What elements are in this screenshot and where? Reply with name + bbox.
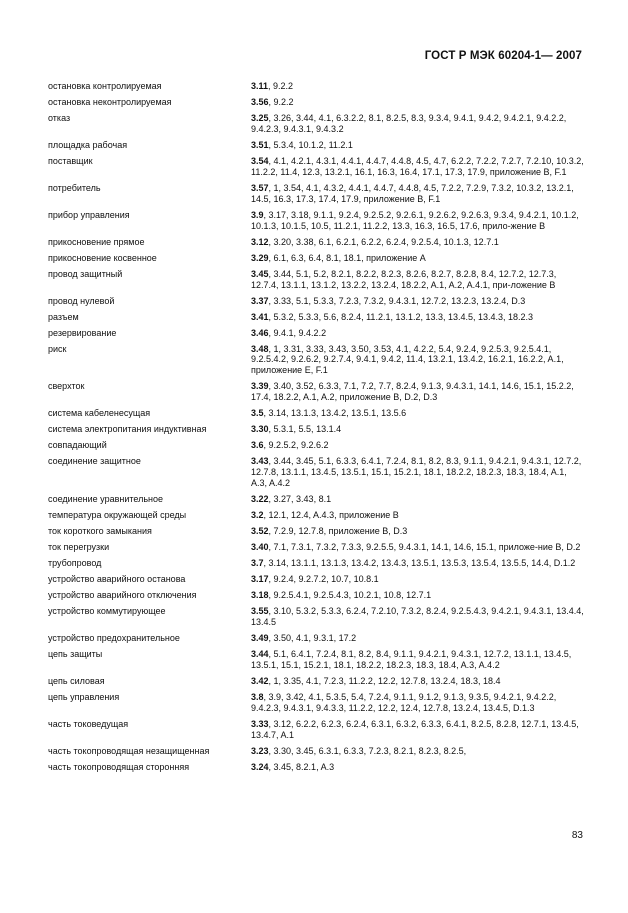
secondary-refs: , 3.45, 8.2.1, A.3 xyxy=(268,761,335,772)
index-references xyxy=(251,542,584,553)
secondary-refs: , 9.2.2 xyxy=(268,97,294,107)
index-term: провод нулевой xyxy=(48,295,115,306)
index-entry xyxy=(48,237,584,248)
index-entry xyxy=(48,746,584,757)
secondary-refs: , 9.2.5.2, 9.2.6.2 xyxy=(263,440,329,451)
secondary-refs: , 5.3.2, 5.3.3, 5.6, 8.2.4, 11.2.1, 13.1.2, 13.3, 13.4.5, 13.4.3, 18.2.3 xyxy=(268,311,534,322)
index-references xyxy=(251,510,584,521)
index-term: ток короткого замыкания xyxy=(48,526,152,537)
secondary-refs: , 3.33, 5.1, 5.3.3, 7.2.3, 7.3.2, 9.4.3.1, 12.7.2, 13.2.3, 13.2.4, D.3 xyxy=(268,295,526,306)
secondary-refs: , 9.2.5.4.1, 9.2.5.4.3, 10.2.1, 10.8, 12.7.1 xyxy=(268,590,432,601)
index-term: устройство коммутирующее xyxy=(48,606,166,617)
secondary-refs: , 9.4.1, 9.4.2.2 xyxy=(268,327,327,338)
index-entry xyxy=(48,590,584,601)
primary-definition-ref: 3.41 xyxy=(251,311,269,322)
index-entry xyxy=(48,719,584,741)
secondary-refs: , 3.20, 3.38, 6.1, 6.2.1, 6.2.2, 6.2.4, 9.2.5.4, 10.1.3, 12.7.1 xyxy=(268,236,499,247)
index-term: резервирование xyxy=(48,327,117,338)
index-references xyxy=(251,649,584,671)
index-entry xyxy=(48,574,584,585)
index-term: ток перегрузки xyxy=(48,542,110,553)
secondary-refs: , 3.9, 3.42, 4.1, 5.3.5, 5.4, 7.2.4, 9.1.1, 9.1.2, 9.1.3, 9.3.5, 9.4.2.1, 9.4.2.2, 9.4.2.3, 9.4.3.1, 9.4.3.3, 11.2.2, 12.2, 12.4, 12.7.8, 13.2.4, 13.4.5, D.1.3 xyxy=(251,691,557,713)
index-term: часть токоведущая xyxy=(48,718,129,729)
secondary-refs: , 6.1, 6.3, 6.4, 8.1, 18.1, приложение А xyxy=(268,252,426,263)
index-term: цепь защиты xyxy=(48,648,103,659)
primary-definition-ref: 3.9 xyxy=(251,209,264,220)
index-references xyxy=(251,692,584,714)
index-references xyxy=(251,81,584,92)
index-entry xyxy=(48,269,584,291)
index-term: система кабеленесущая xyxy=(48,408,151,419)
primary-definition-ref: 3.42 xyxy=(251,675,269,686)
primary-definition-ref: 3.37 xyxy=(251,295,269,306)
secondary-refs: , 3.27, 3.43, 8.1 xyxy=(268,494,332,505)
index-references xyxy=(251,183,584,205)
primary-definition-ref: 3.55 xyxy=(251,606,269,617)
primary-definition-ref: 3.39 xyxy=(251,381,269,392)
index-term: устройство аварийного останова xyxy=(48,574,186,585)
primary-definition-ref: 3.2 xyxy=(251,510,264,521)
index-references xyxy=(251,676,584,687)
primary-definition-ref: 3.29 xyxy=(251,252,269,263)
secondary-refs: , 12.1, 12.4, A.4.3, приложение В xyxy=(263,510,399,521)
primary-definition-ref: 3.22 xyxy=(251,494,269,505)
primary-definition-ref: 3.46 xyxy=(251,327,269,338)
secondary-refs: , 7.1, 7.3.1, 7.3.2, 7.3.3, 9.2.5.5, 9.4.3.1, 14.1, 14.6, 15.1, приложе-ние В, D.2 xyxy=(268,542,581,553)
index-references xyxy=(251,312,584,323)
index-entry xyxy=(48,113,584,135)
primary-definition-ref: 3.24 xyxy=(251,761,269,772)
index-term: часть токопроводящая незащищенная xyxy=(48,745,210,756)
index-entry xyxy=(48,542,584,553)
index-entry xyxy=(48,312,584,323)
secondary-refs: , 7.2.9, 12.7.8, приложение В, D.3 xyxy=(268,526,408,537)
secondary-refs: , 9.2.2 xyxy=(268,81,294,91)
index-term: часть токопроводящая сторонняя xyxy=(48,761,190,772)
index-term: прикосновение прямое xyxy=(48,236,145,247)
index-references xyxy=(251,156,584,178)
index-references xyxy=(251,237,584,248)
primary-definition-ref: 3.11 xyxy=(251,81,269,91)
index-references xyxy=(251,408,584,419)
secondary-refs: , 5.1, 6.4.1, 7.2.4, 8.1, 8.2, 8.4, 9.1.1, 9.4.2.1, 9.4.3.1, 12.7.2, 13.1.1, 13.4.5, 13.5.1, 15.1, 15.2.1, 18.1, 18.2.2, 18.2.3, 18.3, 18.4, A.3, A.4.2 xyxy=(251,648,572,670)
index-term: провод защитный xyxy=(48,268,123,279)
primary-definition-ref: 3.44 xyxy=(251,648,269,659)
index-references xyxy=(251,558,584,569)
index-entry xyxy=(48,381,584,403)
primary-definition-ref: 3.5 xyxy=(251,408,264,419)
primary-definition-ref: 3.40 xyxy=(251,542,269,553)
document-header: ГОСТ Р МЭК 60204-1— 2007 xyxy=(424,50,582,62)
index-term: цепь управления xyxy=(48,691,120,702)
index-term: соединение защитное xyxy=(48,456,141,467)
index-references xyxy=(251,440,584,451)
secondary-refs: , 3.40, 3.52, 6.3.3, 7.1, 7.2, 7.7, 8.2.4, 9.1.3, 9.4.3.1, 14.1, 14.6, 15.1, 15.2.2, 17.4, 18.2.2, A.1, A.2, приложение В, D.2, D.3 xyxy=(251,381,574,403)
primary-definition-ref: 3.33 xyxy=(251,718,269,729)
index-term: риск xyxy=(48,343,67,354)
index-term: остановка контролируемая xyxy=(48,81,162,91)
index-references xyxy=(251,746,584,757)
index-references xyxy=(251,762,584,773)
index-entry xyxy=(48,633,584,644)
secondary-refs: , 1, 3.54, 4.1, 4.3.2, 4.4.1, 4.4.7, 4.4.8, 4.5, 7.2.2, 7.2.9, 7.3.2, 10.3.2, 13.2.1, 14.5, 16.3, 17.3, 17.4, 17.9, приложение В, F.1 xyxy=(251,182,574,204)
index-references xyxy=(251,344,584,377)
index-references xyxy=(251,494,584,505)
secondary-refs: , 3.44, 3.45, 5.1, 6.3.3, 6.4.1, 7.2.4, 8.1, 8.2, 8.3, 9.1.1, 9.4.2.1, 9.4.3.1, 12.7.2, 12.7.8, 13.1.1, 13.4.5, 13.5.1, 15.1, 15.2.1, 18.1, 18.2.2, 18.2.3, 18.3, 18.4, A.1, A.3, A.4.2 xyxy=(251,456,582,489)
index-entry xyxy=(48,183,584,205)
secondary-refs: , 3.12, 6.2.2, 6.2.3, 6.2.4, 6.3.1, 6.3.2, 6.3.3, 6.4.1, 8.2.5, 8.2.8, 12.7.1, 13.4.5, 13.4.7, A.1 xyxy=(251,718,579,740)
primary-definition-ref: 3.7 xyxy=(251,558,264,569)
subject-index xyxy=(48,81,584,778)
index-references xyxy=(251,526,584,537)
secondary-refs: , 4.1, 4.2.1, 4.3.1, 4.4.1, 4.4.7, 4.4.8, 4.5, 4.7, 6.2.2, 7.2.2, 7.2.7, 7.2.10, 10.3.2, 11.2.2, 11.4, 12.3, 13.2.1, 16.1, 16.3, 16.4, 17.1, 17.3, 17.9, приложение В, F.1 xyxy=(251,155,584,177)
index-references xyxy=(251,269,584,291)
index-entry xyxy=(48,253,584,264)
index-references xyxy=(251,296,584,307)
index-entry xyxy=(48,558,584,569)
primary-definition-ref: 3.25 xyxy=(251,113,269,123)
index-term: поставщик xyxy=(48,155,93,166)
secondary-refs: , 3.26, 3.44, 4.1, 6.3.2.2, 8.1, 8.2.5, 8.3, 9.3.4, 9.4.1, 9.4.2, 9.4.2.1, 9.4.2.2, 9.4.2.3, 9.4.3.1, 9.4.3.2 xyxy=(251,113,567,134)
index-entry xyxy=(48,762,584,773)
index-references xyxy=(251,606,584,628)
index-references xyxy=(251,140,584,151)
secondary-refs: , 3.44, 5.1, 5.2, 8.2.1, 8.2.2, 8.2.3, 8.2.6, 8.2.7, 8.2.8, 8.4, 12.7.2, 12.7.3, 12.7.4, 13.1.1, 13.1.2, 13.2.2, 13.2.4, 18.2.2, A.1, A.2, A.4.1, при-ложение В xyxy=(251,268,557,290)
secondary-refs: , 5.3.1, 5.5, 13.1.4 xyxy=(268,424,342,435)
index-term: площадка рабочая xyxy=(48,139,128,150)
index-entry xyxy=(48,676,584,687)
index-entry xyxy=(48,456,584,489)
index-entry xyxy=(48,344,584,377)
primary-definition-ref: 3.43 xyxy=(251,456,269,467)
index-entry xyxy=(48,328,584,339)
page-number: 83 xyxy=(571,830,583,841)
index-term: прибор управления xyxy=(48,209,130,220)
primary-definition-ref: 3.6 xyxy=(251,440,264,451)
index-references xyxy=(251,633,584,644)
index-term: цепь силовая xyxy=(48,675,105,686)
secondary-refs: , 9.2.4, 9.2.7.2, 10.7, 10.8.1 xyxy=(268,574,379,585)
primary-definition-ref: 3.30 xyxy=(251,424,269,435)
index-entry xyxy=(48,296,584,307)
index-term: устройство аварийного отключения xyxy=(48,590,197,601)
index-term: потребитель xyxy=(48,182,101,193)
index-entry xyxy=(48,156,584,178)
index-entry xyxy=(48,97,584,108)
secondary-refs: , 1, 3.31, 3.33, 3.43, 3.50, 3.53, 4.1, 4.2.2, 5.4, 9.2.4, 9.2.5.3, 9.2.5.4.1, 9.2.5.4.2, 9.2.6.2, 9.2.7.4, 9.4.1, 9.4.2, 11.4, 13.2.1, 13.4.2, 16.2.1, 16.2.2, A.1, приложение E, F.1 xyxy=(251,343,564,376)
secondary-refs: , 3.10, 5.3.2, 5.3.3, 6.2.4, 7.2.10, 7.3.2, 8.2.4, 9.2.5.4.3, 9.4.2.1, 9.4.3.1, 13.4.4, 13.4.5 xyxy=(251,606,584,627)
index-references xyxy=(251,381,584,403)
primary-definition-ref: 3.8 xyxy=(251,691,264,702)
index-entry xyxy=(48,692,584,714)
index-term: устройство предохранительное xyxy=(48,632,180,643)
index-entry xyxy=(48,424,584,435)
index-entry xyxy=(48,440,584,451)
index-term: соединение уравнительное xyxy=(48,494,164,505)
index-entry xyxy=(48,510,584,521)
secondary-refs: , 3.30, 3.45, 6.3.1, 6.3.3, 7.2.3, 8.2.1, 8.2.3, 8.2.5, xyxy=(268,745,467,756)
index-term: температура окружающей среды xyxy=(48,510,187,521)
index-references xyxy=(251,210,584,232)
index-references xyxy=(251,456,584,489)
index-term: отказ xyxy=(48,113,71,123)
index-entry xyxy=(48,606,584,628)
index-entry xyxy=(48,81,584,92)
primary-definition-ref: 3.51 xyxy=(251,139,269,150)
primary-definition-ref: 3.45 xyxy=(251,268,269,279)
index-term: трубопровод xyxy=(48,558,102,569)
primary-definition-ref: 3.54 xyxy=(251,155,269,166)
index-entry xyxy=(48,408,584,419)
index-term: остановка неконтролируемая xyxy=(48,97,172,107)
index-term: разъем xyxy=(48,311,79,322)
secondary-refs: , 3.14, 13.1.1, 13.1.3, 13.4.2, 13.4.3, 13.5.1, 13.5.3, 13.5.4, 13.5.5, 14.4, D.1.2 xyxy=(263,558,576,569)
index-entry xyxy=(48,649,584,671)
index-entry xyxy=(48,526,584,537)
index-references xyxy=(251,719,584,741)
index-references xyxy=(251,424,584,435)
secondary-refs: , 3.17, 3.18, 9.1.1, 9.2.4, 9.2.5.2, 9.2.6.1, 9.2.6.2, 9.2.6.3, 9.3.4, 9.4.2.1, 10.1.2, 10.1.3, 10.1.5, 10.5, 11.2.1, 11.2.2, 13.3, 16.3, 16.5, 17.6, прило-жение В xyxy=(251,209,579,231)
primary-definition-ref: 3.23 xyxy=(251,745,269,756)
index-references xyxy=(251,97,584,108)
index-references xyxy=(251,574,584,585)
index-term: сверхток xyxy=(48,381,85,392)
index-term: система электропитания индуктивная xyxy=(48,424,207,435)
secondary-refs: , 1, 3.35, 4.1, 7.2.3, 11.2.2, 12.2, 12.7.8, 13.2.4, 18.3, 18.4 xyxy=(268,675,501,686)
primary-definition-ref: 3.57 xyxy=(251,182,269,193)
primary-definition-ref: 3.56 xyxy=(251,97,269,107)
secondary-refs: , 3.14, 13.1.3, 13.4.2, 13.5.1, 13.5.6 xyxy=(263,408,407,419)
primary-definition-ref: 3.52 xyxy=(251,526,269,537)
index-entry xyxy=(48,210,584,232)
index-references xyxy=(251,328,584,339)
primary-definition-ref: 3.12 xyxy=(251,236,269,247)
primary-definition-ref: 3.49 xyxy=(251,632,269,643)
index-references xyxy=(251,590,584,601)
index-references xyxy=(251,113,584,135)
primary-definition-ref: 3.48 xyxy=(251,343,269,354)
index-term: прикосновение косвенное xyxy=(48,252,157,263)
primary-definition-ref: 3.17 xyxy=(251,574,269,585)
index-term: совпадающий xyxy=(48,440,107,451)
index-entry xyxy=(48,494,584,505)
secondary-refs: , 5.3.4, 10.1.2, 11.2.1 xyxy=(268,139,353,150)
secondary-refs: , 3.50, 4.1, 9.3.1, 17.2 xyxy=(268,632,357,643)
index-entry xyxy=(48,140,584,151)
primary-definition-ref: 3.18 xyxy=(251,590,269,601)
index-references xyxy=(251,253,584,264)
